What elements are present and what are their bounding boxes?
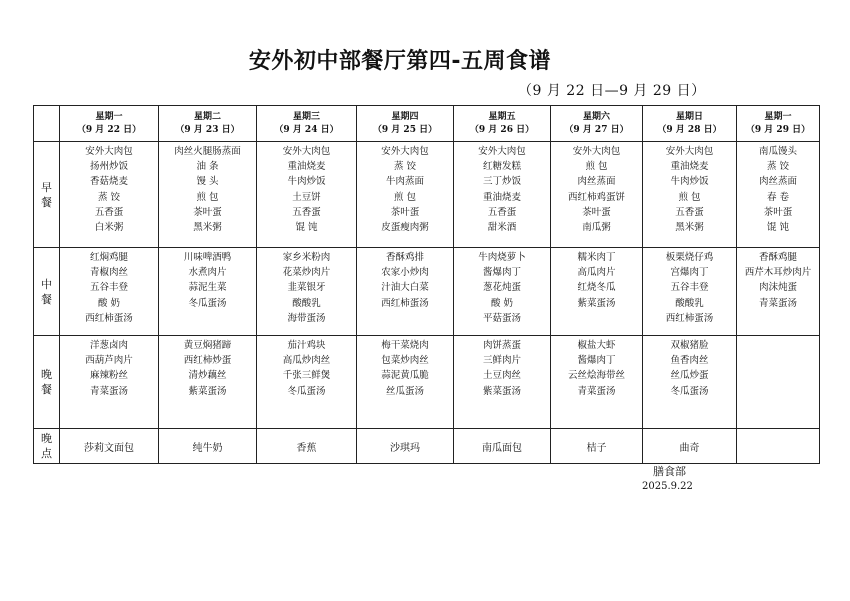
dish-item: 五谷丰登 [89,282,128,294]
meal-label-char: 晚 [41,368,52,381]
dish-item: 黑米粥 [193,222,222,234]
menu-cell [159,248,257,336]
menu-cell [454,248,551,336]
meal-row [34,142,820,248]
dish-item: 煎 包 [678,191,701,203]
dish-item: 西红柿鸡蛋饼 [567,191,625,203]
dish-item: 茶叶蛋 [763,206,793,218]
dish-item: 川味啤酒鸭 [183,252,232,263]
dish-item: 安外大肉包 [665,146,714,157]
dish-item: 酸 奶 [490,297,514,309]
dish-item: 高瓜肉片 [577,267,616,279]
footer-date: 2025.9.22 [642,481,693,492]
dish-item: 西葫芦肉片 [85,355,133,367]
dish-item: 牛肉蒸面 [385,176,424,188]
day-date: （9 月 29 日） [745,124,811,135]
dish-item: 黄豆焖猪蹄 [183,340,232,351]
dish-item: 家乡米粉肉 [282,252,331,263]
menu-cell [357,142,454,248]
day-header [159,106,257,142]
dish-item: 西红柿蛋汤 [85,312,133,324]
dish-item: 安外大肉包 [478,146,526,157]
dish-item: 安外大肉包 [381,146,429,157]
dish-item: 三丁炒饭 [482,176,521,188]
dish-item: 麻辣粉丝 [89,370,128,382]
dish-item: 西红柿蛋汤 [381,297,429,309]
menu-cell [60,429,159,464]
dish-item: 五香蛋 [292,206,321,218]
dish-item: 冬瓜蛋汤 [670,385,709,397]
meal-label-char: 点 [41,447,52,460]
dish-item: 皮蛋瘦肉粥 [381,222,429,234]
dish-item: 香菇烧麦 [89,176,128,188]
day-header [60,106,159,142]
menu-cell [159,429,257,464]
dish-item: 安外大肉包 [572,146,621,157]
day-name: 星期一 [95,111,123,122]
dish-item: 馄 饨 [295,222,318,234]
dish-item: 梅干菜烧肉 [381,340,429,351]
menu-table [33,105,820,464]
dish-item: 酸酸乳 [675,297,704,309]
menu-cell [454,142,551,248]
dish-item: 酱爆肉丁 [577,355,616,367]
dish-item: 煎 包 [196,191,219,203]
dish-item: 茶叶蛋 [582,206,611,218]
dish-item: 南瓜面包 [482,442,522,454]
day-date: （9 月 24 日） [274,124,339,135]
menu-cell [454,429,551,464]
menu-cell [60,248,159,336]
day-header [551,106,643,142]
dish-item: 酸 奶 [97,297,121,309]
dish-item: 五谷丰登 [670,282,709,294]
dish-item: 黑米粥 [675,222,704,234]
dish-item: 南瓜粥 [582,222,611,234]
dish-item: 五香蛋 [675,206,704,218]
dish-item: 冬瓜蛋汤 [287,385,326,397]
day-header [357,106,454,142]
dish-item: 冬瓜蛋汤 [188,297,227,309]
dish-item: 红烧冬瓜 [577,282,616,294]
dish-item: 酱爆肉丁 [482,267,521,279]
dish-item: 茶叶蛋 [193,206,222,218]
dish-item: 双椒猪脸 [670,340,709,351]
dish-item: 南瓜馒头 [758,146,797,157]
menu-cell [357,336,454,429]
dish-item: 西芹木耳炒肉片 [744,267,812,279]
dish-item: 蒸 饺 [97,191,121,203]
dish-item: 扬州炒饭 [89,161,128,173]
day-header [737,106,820,142]
menu-cell [159,336,257,429]
dish-item: 茄汁鸡块 [287,340,326,351]
menu-cell [643,142,737,248]
dish-item: 香酥鸡腿 [758,252,797,263]
dish-item: 五香蛋 [94,206,124,218]
day-header [643,106,737,142]
day-date: （9 月 23 日） [175,124,240,135]
dish-item: 韭菜银牙 [287,282,326,294]
menu-cell [551,142,643,248]
dish-item: 水煮肉片 [188,267,227,279]
day-name: 星期二 [193,111,221,122]
menu-cell [737,429,820,464]
dish-item: 红糖发糕 [482,161,521,173]
day-header [257,106,357,142]
dish-item: 紫菜蛋汤 [188,385,227,397]
dish-item: 煎 包 [585,161,608,173]
meal-row [34,429,820,464]
dish-item: 鱼香肉丝 [670,355,709,367]
dish-item: 青菜蛋汤 [758,297,797,309]
dish-item: 白米粥 [94,222,124,234]
dish-item: 桔子 [586,442,607,454]
dish-item: 西红柿炒蛋 [183,355,232,367]
menu-cell [737,336,820,429]
dish-item: 曲奇 [679,442,700,454]
dish-item: 肉丝蒸面 [577,176,616,188]
page-title: 安外初中部餐厅第四-五周食谱 [248,49,552,74]
dish-item: 千张三鲜煲 [282,370,331,382]
menu-cell [257,248,357,336]
dish-item: 安外大肉包 [282,146,331,157]
meal-label-char: 早 [41,180,52,194]
dish-item: 汁油大白菜 [381,282,429,294]
menu-cell [551,248,643,336]
meal-label-char: 晚 [41,432,52,445]
dish-item: 葱花炖蛋 [482,282,521,294]
dish-item: 丝瓜蛋汤 [385,385,424,397]
dish-item: 花菜炒肉片 [282,267,331,279]
dish-item: 酸酸乳 [292,297,321,309]
dish-item: 云丝烩海带丝 [567,370,625,382]
dish-item: 肉丝火腿肠蒸面 [174,146,241,157]
dish-item: 纯牛奶 [192,442,223,454]
menu-cell [643,248,737,336]
dish-item: 青菜蛋汤 [577,385,616,397]
day-name: 星期四 [391,111,419,122]
dish-item: 清炒藕丝 [188,370,227,382]
meal-label-char: 餐 [41,383,52,396]
meal-label [34,142,60,248]
dish-item: 高瓜炒肉丝 [282,355,331,367]
menu-cell [60,336,159,429]
dish-item: 三鲜肉片 [482,355,521,367]
menu-cell [454,336,551,429]
dish-item: 肉丝蒸面 [758,176,797,188]
dish-item: 海带蛋汤 [287,312,326,324]
dish-item: 重油烧麦 [287,161,326,173]
meal-label-char: 餐 [41,195,52,209]
dish-item: 土豆肉丝 [482,370,521,382]
day-date: （9 月 26 日） [469,124,535,135]
menu-cell [643,429,737,464]
dish-item: 青菜蛋汤 [89,385,128,397]
dish-item: 紫菜蛋汤 [577,297,616,309]
dish-item: 蒜泥黄瓜脆 [381,370,429,382]
dish-item: 丝瓜炒蛋 [670,370,709,382]
dish-item: 香蕉 [296,442,317,454]
meal-row [34,248,820,336]
dish-item: 肉饼蒸蛋 [482,340,521,351]
dish-item: 紫菜蛋汤 [482,385,521,397]
menu-cell [737,248,820,336]
dish-item: 包菜炒肉丝 [381,355,429,367]
menu-cell [357,248,454,336]
meal-label-char: 餐 [41,292,52,306]
day-name: 星期六 [582,111,610,122]
dish-item: 重油烧麦 [482,191,521,203]
dish-item: 肉沫炖蛋 [758,282,797,294]
dish-item: 青椒肉丝 [89,267,128,279]
day-date: （9 月 22 日） [76,124,142,135]
menu-cell [357,429,454,464]
header-row [34,106,820,142]
dish-item: 馄 饨 [766,222,790,234]
day-date: （9 月 28 日） [657,124,722,135]
date-range: （9 月 22 日—9 月 29 日） [518,83,706,99]
dish-item: 煎 包 [393,191,417,203]
dish-item: 沙琪玛 [390,442,420,454]
dish-item: 糯米肉丁 [577,252,616,263]
dish-item: 香酥鸡排 [385,252,424,263]
dish-item: 牛肉烧萝卜 [478,252,526,263]
dish-item: 甜米酒 [487,222,517,234]
menu-cell [159,142,257,248]
dish-item: 西红柿蛋汤 [665,312,714,324]
dish-item: 牛肉炒饭 [287,176,326,188]
dish-item: 牛肉炒饭 [670,176,709,188]
menu-cell [551,336,643,429]
dish-item: 农家小炒肉 [381,267,429,279]
dish-item: 油 条 [196,161,219,173]
menu-cell [643,336,737,429]
corner-cell [34,106,60,142]
meal-label [34,336,60,429]
day-name: 星期三 [292,111,320,122]
day-date: （9 月 25 日） [372,124,438,135]
dish-item: 春 卷 [766,191,790,203]
dish-item: 茶叶蛋 [390,206,420,218]
dish-item: 椒盐大虾 [577,340,616,351]
dish-item: 板栗烧仔鸡 [665,252,714,263]
day-name: 星期五 [488,111,516,122]
day-name: 星期日 [675,111,703,122]
dish-item: 洋葱卤肉 [89,340,128,351]
meal-label [34,429,60,464]
menu-cell [257,336,357,429]
dish-item: 蒸 饺 [393,161,417,173]
day-name: 星期一 [764,111,792,122]
dish-item: 土豆饼 [292,191,321,203]
footer-department: 膳食部 [653,465,686,478]
menu-cell [737,142,820,248]
menu-cell [551,429,643,464]
dish-item: 重油烧麦 [670,161,709,173]
dish-item: 平菇蛋汤 [482,312,521,324]
menu-cell [257,429,357,464]
meal-label-char: 中 [41,277,52,291]
dish-item: 红焖鸡腿 [89,252,128,263]
meal-row [34,336,820,429]
dish-item: 五香蛋 [487,206,517,218]
dish-item: 莎莉文面包 [84,442,134,454]
dish-item: 安外大肉包 [85,146,133,157]
dish-item: 馒 头 [196,176,219,188]
day-date: （9 月 27 日） [564,124,629,135]
dish-item: 宫爆肉丁 [670,267,709,279]
day-header [454,106,551,142]
dish-item: 蒜泥生菜 [188,282,227,294]
menu-cell [60,142,159,248]
meal-label [34,248,60,336]
menu-cell [257,142,357,248]
dish-item: 蒸 饺 [766,161,790,173]
